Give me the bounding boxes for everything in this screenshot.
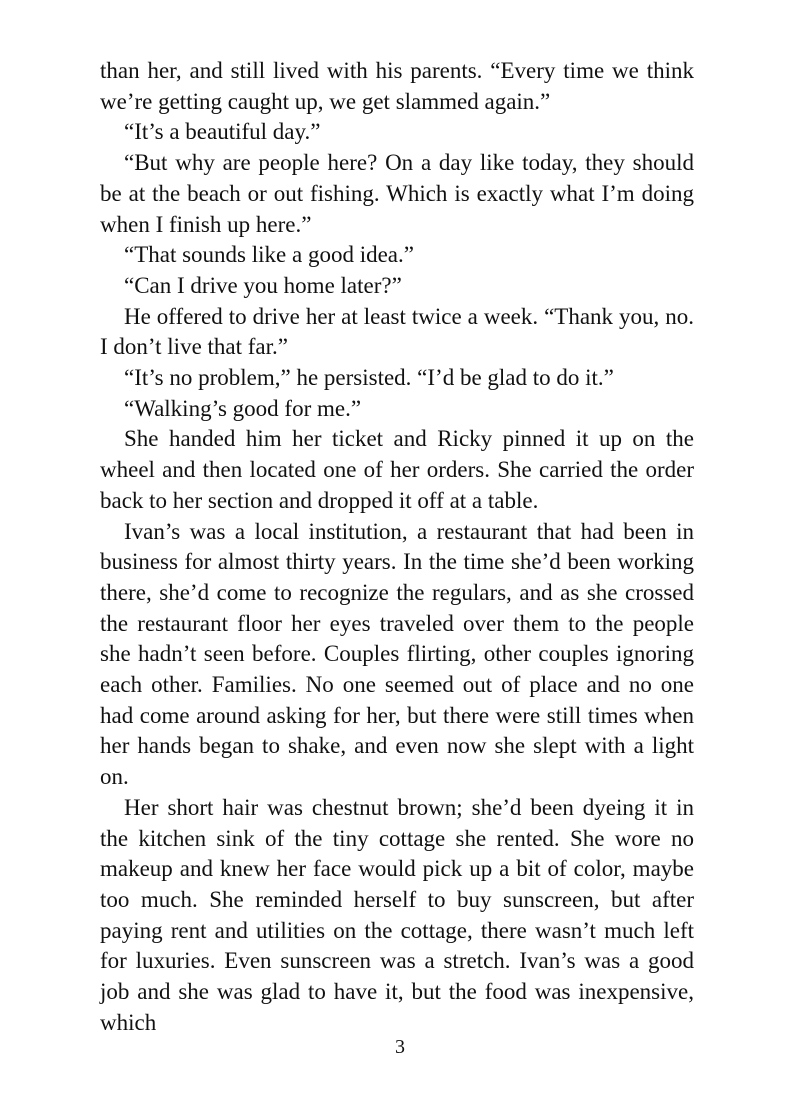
page-number: 3 (395, 1036, 405, 1058)
paragraph-8: “Walking’s good for me.” (124, 395, 362, 421)
paragraph-1: than her, and still lived with his parents. “Every time we think we’re getting caught up, we get slammed again.” (100, 58, 694, 114)
body-text (100, 56, 694, 1039)
paragraph-5: “Can I drive you home later?” (124, 272, 402, 298)
paragraph-11: Her short hair was chestnut brown; she’d been dyeing it in the kitchen sink of the tiny cottage she rented. She wore no makeup and knew her face would pick up a bit of color, maybe too much. She reminded herself to buy sunscreen, but after paying rent and utilities on the cottage, there wasn’t much left for luxuries. Even sunscreen was a stretch. Ivan’s was a good job and she was glad to have it, but the food was inexpensive, which (100, 794, 694, 1035)
paragraph-3: “But why are people here? On a day like today, they should be at the beach or out fishing. Which is exactly what I’m doing when I finish up here.” (100, 150, 694, 237)
paragraph-4: “That sounds like a good idea.” (124, 242, 414, 268)
paragraph-10: Ivan’s was a local institution, a restaurant that had been in business for almost thirty years. In the time she’d been working there, she’d come to recognize the regulars, and as she crossed the restaurant floor her eyes traveled over them to the people she hadn’t seen before. Couples flirting, other couples ignoring each other. Families. No one seemed out of place and no one had come around asking for her, but there were still times when her hands began to shake, and even now she slept with a light on. (100, 518, 694, 790)
paragraph-6: He offered to drive her at least twice a week. “Thank you, no. I don’t live that far.” (100, 303, 694, 360)
paragraph-7: “It’s no problem,” he persisted. “I’d be glad to do it.” (124, 365, 614, 391)
paragraph-2: “It’s a beautiful day.” (124, 119, 321, 145)
paragraph-9: She handed him her ticket and Ricky pinned it up on the wheel and then located one of her orders. She carried the order back to her section and dropped it off at a table. (100, 426, 694, 513)
